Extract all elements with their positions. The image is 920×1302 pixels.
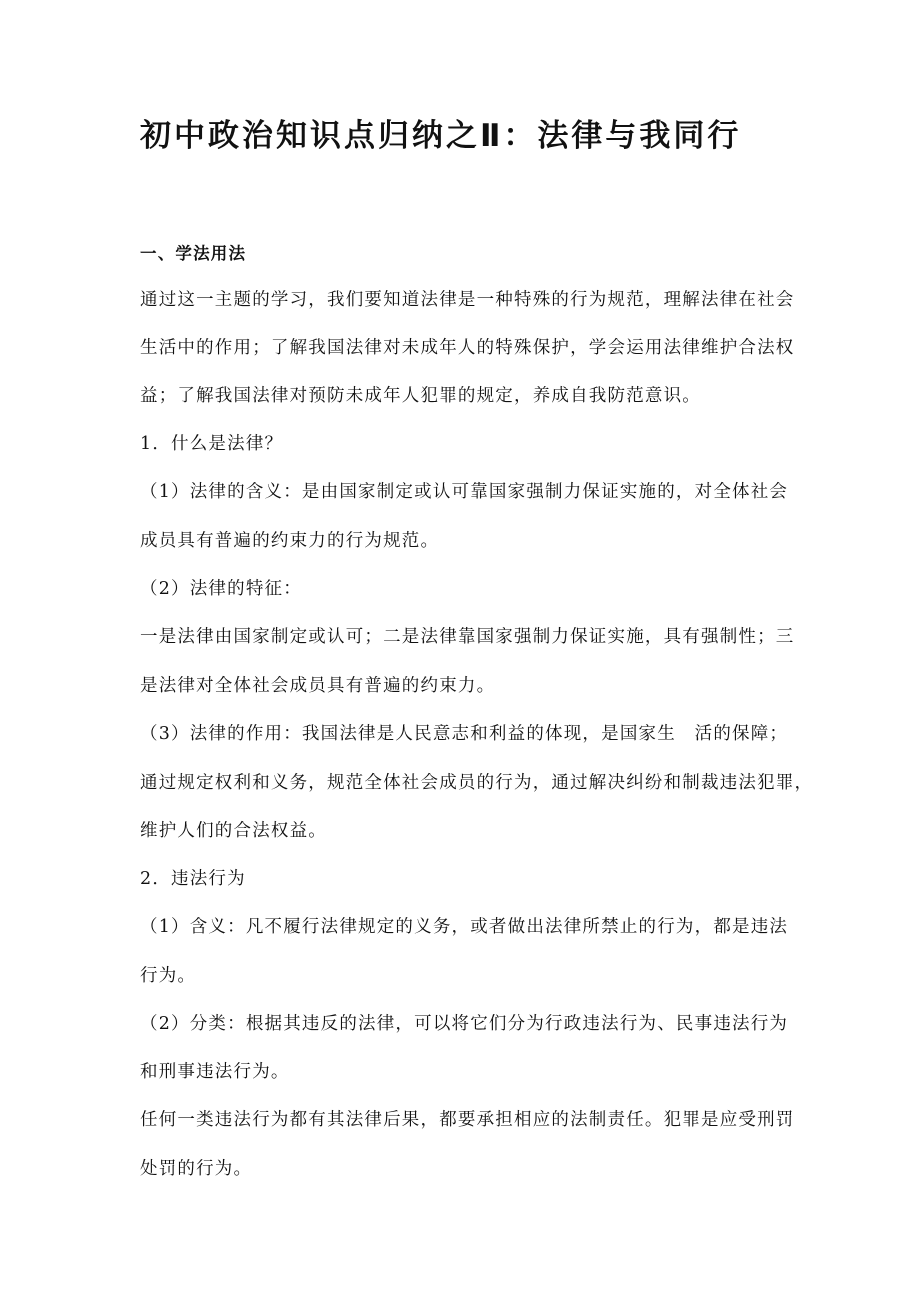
- paragraph-line: 生活中的作用；了解我国法律对未成年人的特殊保护，学会运用法律维护合法权: [140, 338, 795, 358]
- section-heading: 一、学法用法: [140, 244, 247, 263]
- document-title: 初中政治知识点归纳之Ⅱ：法律与我同行: [140, 118, 742, 154]
- paragraph-line: 2．违法行为: [140, 869, 246, 889]
- paragraph-line: 一是法律由国家制定或认可；二是法律靠国家强制力保证实施，具有强制性；三: [140, 627, 795, 647]
- paragraph-line: 维护人们的合法权益。: [140, 821, 327, 841]
- paragraph-line: 通过这一主题的学习，我们要知道法律是一种特殊的行为规范，理解法律在社会: [140, 290, 795, 310]
- paragraph-line: 任何一类违法行为都有其法律后果，都要承担相应的法制责任。犯罪是应受刑罚: [140, 1110, 795, 1130]
- paragraph-line: 处罚的行为。: [140, 1159, 253, 1179]
- paragraph-line: （2）分类：根据其违反的法律，可以将它们分为行政违法行为、民事违法行为: [140, 1014, 789, 1034]
- paragraph-line: （1）含义：凡不履行法律规定的义务，或者做出法律所禁止的行为，都是违法: [140, 917, 789, 937]
- paragraph-line: 是法律对全体社会成员具有普遍的约束力。: [140, 676, 496, 696]
- paragraph-line: 和刑事违法行为。: [140, 1062, 290, 1082]
- paragraph-line: （2）法律的特征：: [140, 579, 302, 599]
- paragraph-line: 1．什么是法律？: [140, 434, 284, 454]
- paragraph-line: 益；了解我国法律对预防未成年人犯罪的规定，养成自我防范意识。: [140, 386, 701, 406]
- paragraph-line: 通过规定权利和义务，规范全体社会成员的行为，通过解决纠纷和制裁违法犯罪，: [140, 773, 814, 793]
- paragraph-line: 成员具有普遍的约束力的行为规范。: [140, 531, 440, 551]
- paragraph-line: （1）法律的含义：是由国家制定或认可靠国家强制力保证实施的，对全体社会: [140, 482, 789, 502]
- paragraph-line: （3）法律的作用：我国法律是人民意志和利益的体现，是国家生 活的保障；: [140, 724, 789, 744]
- paragraph-line: 行为。: [140, 966, 197, 986]
